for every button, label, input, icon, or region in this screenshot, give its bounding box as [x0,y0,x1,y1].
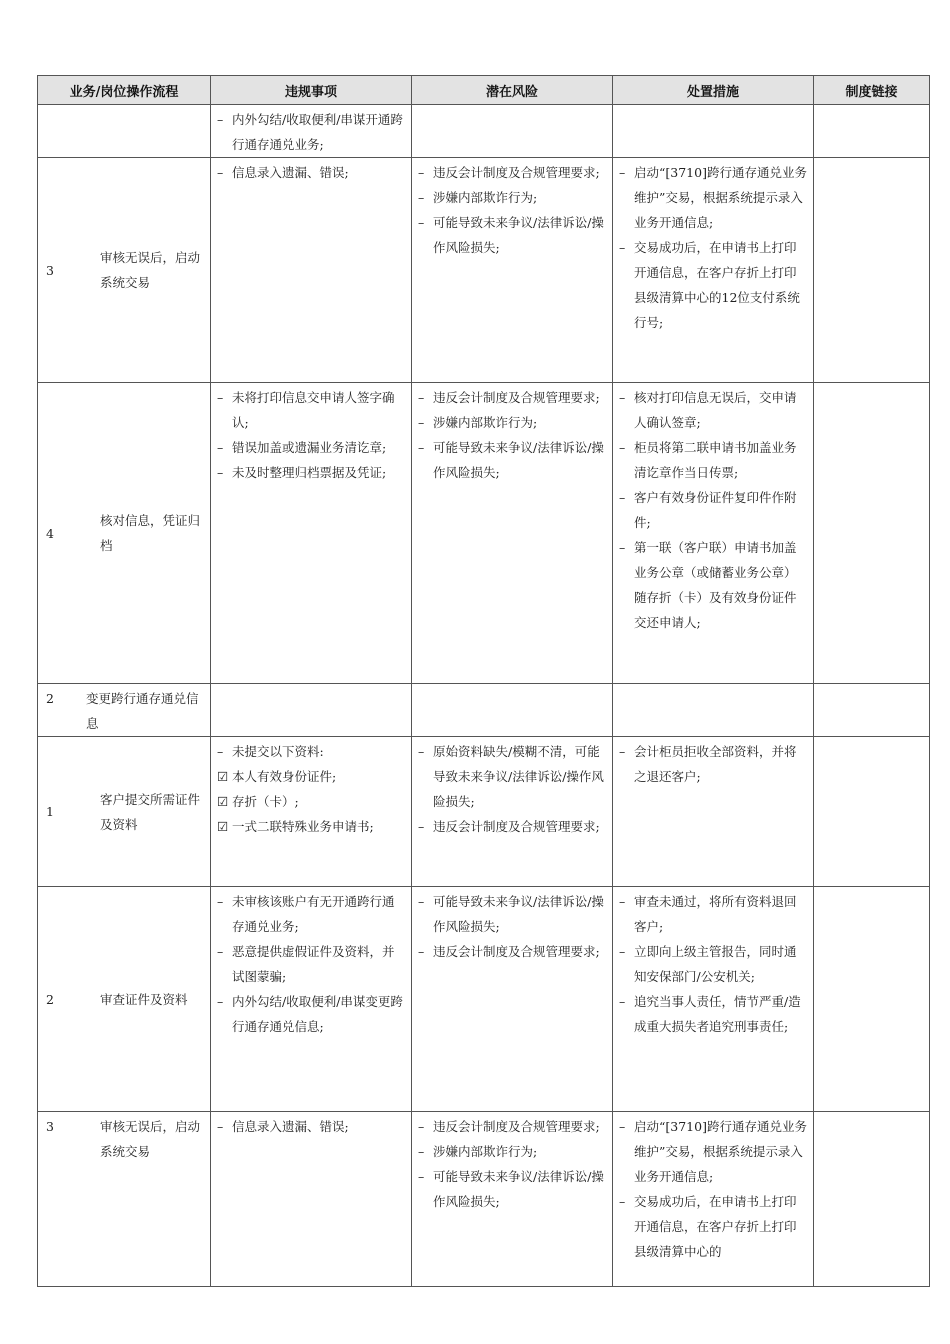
list-item [418,185,606,210]
step-number: 2 [46,691,54,706]
list-item-text: 第一联（客户联）申请书加盖业务公章（或储蓄业务公章）随存折（卡）及有效身份证件交还申请人; [634,540,797,630]
list-item-text: 追究当事人责任，情节严重/造成重大损失者追究刑事责任; [634,994,801,1034]
list-item-text: 违反会计制度及合规管理要求; [433,390,600,405]
list-item [619,739,807,789]
step-number: 4 [46,525,54,541]
list-item-text: 交易成功后，在申请书上打印开通信息，在客户存折上打印县级清算中心的12位支付系统行号; [634,240,800,330]
list-item-text: 错误加盖或遗漏业务清讫章; [232,440,387,455]
list-item [619,485,807,535]
risks-cell [412,1112,613,1287]
header-policy-link: 制度链接 [814,76,930,105]
list-item [217,989,405,1039]
policy-link-cell [814,684,930,737]
dash-bullet: – [217,465,224,480]
table-row [38,105,930,158]
actions-cell [613,684,814,737]
step-title: 客户提交所需证件及资料 [100,791,201,832]
actions-cell [613,1112,814,1287]
list-item [418,1114,606,1139]
step-title: 核对信息，凭证归档 [100,513,201,553]
list-item [217,107,405,157]
dash-bullet: – [619,240,626,255]
policy-link-cell [814,383,930,684]
risks-cell [412,684,613,737]
violations-cell [211,383,412,684]
dash-bullet: – [217,112,224,127]
list-item [217,814,405,839]
header-process: 业务/岗位操作流程 [38,76,211,105]
process-cell [38,105,211,158]
violations-cell [211,1112,412,1287]
process-cell [38,158,211,383]
policy-link-cell [814,158,930,383]
list-item [619,435,807,485]
risks-cell [412,887,613,1112]
dash-bullet: – [619,490,626,505]
risks-cell [412,383,613,684]
list-item-text: 违反会计制度及合规管理要求; [433,165,600,180]
list-item [418,160,606,185]
list-item [418,939,606,964]
dash-bullet: – [619,1119,626,1134]
list-item [619,939,807,989]
list-item [619,889,807,939]
policy-link-text [814,105,929,107]
list-item [217,739,405,764]
policy-link-cell [814,1112,930,1287]
list-item [619,535,807,635]
process-cell [38,887,211,1112]
process-risk-table [37,75,930,1287]
list-item-text: 内外勾结/收取便利/串谋开通跨行通存通兑业务; [232,112,403,152]
risks-cell [412,158,613,383]
list-item-text: 会计柜员拒收全部资料，并将之退还客户; [634,744,797,784]
list-item-text: 涉嫌内部欺诈行为; [433,190,538,205]
policy-link-text [814,737,929,739]
table-row [38,887,930,1112]
policy-link-cell [814,105,930,158]
checkbox-checked-icon: ☑ [217,819,229,834]
step-title: 审查证件及资料 [100,991,188,1007]
violations-cell [211,105,412,158]
step-number: 3 [46,1119,54,1134]
list-item-text: 本人有效身份证件; [232,769,337,784]
policy-link-cell [814,737,930,887]
policy-link-text [814,1112,929,1114]
dash-bullet: – [418,819,425,834]
process-table-sheet [37,75,929,1287]
list-item [418,410,606,435]
list-item [217,939,405,989]
list-item [418,385,606,410]
dash-bullet: – [418,440,425,455]
section-title: 变更跨行通存通兑信息 [86,691,199,731]
dash-bullet: – [418,165,425,180]
dash-bullet: – [418,894,425,909]
actions-cell [613,737,814,887]
policy-link-text [814,158,929,160]
risks-cell [412,105,613,158]
list-item-text: 原始资料缺失/模糊不清，可能导致未来争议/法律诉讼/操作风险损失; [433,744,604,809]
list-item-text: 未审核该账户有无开通跨行通存通兑业务; [232,894,395,934]
list-item [217,764,405,789]
list-item [217,1114,405,1139]
list-item-text: 可能导致未来争议/法律诉讼/操作风险损失; [433,215,604,255]
list-item-text: 启动“[3710]跨行通存通兑业务维护”交易，根据系统提示录入业务开通信息; [634,165,807,230]
dash-bullet: – [418,215,425,230]
list-item-text: 立即向上级主管报告，同时通知安保部门/公安机关; [634,944,797,984]
list-item-text: 客户有效身份证件复印件作附件; [634,490,797,530]
list-item-text: 违反会计制度及合规管理要求; [433,944,600,959]
step-title: 审核无误后，启动系统交易 [100,1119,201,1159]
list-item-text: 未及时整理归档票据及凭证; [232,465,387,480]
header-actions: 处置措施 [613,76,814,105]
dash-bullet: – [619,440,626,455]
table-row [38,737,930,887]
list-item [217,460,405,485]
list-item [418,435,606,485]
dash-bullet: – [619,1194,626,1209]
dash-bullet: – [619,744,626,759]
list-item [619,1114,807,1189]
list-item [418,814,606,839]
policy-link-cell [814,887,930,1112]
dash-bullet: – [418,944,425,959]
list-item [619,989,807,1039]
dash-bullet: – [619,894,626,909]
list-item [619,160,807,235]
policy-link-text [814,684,929,686]
list-item [619,385,807,435]
step-number: 3 [46,262,54,278]
dash-bullet: – [418,744,425,759]
section-row [38,684,930,737]
list-item [217,889,405,939]
list-item-text: 启动“[3710]跨行通存通兑业务维护”交易，根据系统提示录入业务开通信息; [634,1119,807,1184]
header-violations: 违规事项 [211,76,412,105]
list-item-text: 可能导致未来争议/法律诉讼/操作风险损失; [433,440,604,480]
dash-bullet: – [418,390,425,405]
checkbox-checked-icon: ☑ [217,794,229,809]
list-item [418,1164,606,1214]
list-item [217,789,405,814]
list-item-text: 柜员将第二联申请书加盖业务清讫章作当日传票; [634,440,797,480]
checkbox-checked-icon: ☑ [217,769,229,784]
list-item-text: 可能导致未来争议/法律诉讼/操作风险损失; [433,894,604,934]
list-item-text: 涉嫌内部欺诈行为; [433,415,538,430]
list-item [418,210,606,260]
actions-cell [613,105,814,158]
actions-cell [613,158,814,383]
list-item-text: 核对打印信息无误后，交申请人确认签章; [634,390,797,430]
dash-bullet: – [619,540,626,555]
step-title: 审核无误后，启动系统交易 [100,250,201,290]
dash-bullet: – [217,994,224,1009]
list-item-text: 内外勾结/收取便利/串谋变更跨行通存通兑信息; [232,994,403,1034]
dash-bullet: – [418,1119,425,1134]
list-item [217,385,405,435]
dash-bullet: – [418,1144,425,1159]
list-item-text: 未将打印信息交申请人签字确认; [232,390,395,430]
list-item [619,1189,807,1264]
dash-bullet: – [619,390,626,405]
list-item [619,235,807,335]
dash-bullet: – [217,744,224,759]
dash-bullet: – [619,944,626,959]
process-cell [38,1112,211,1287]
list-item-text: 信息录入遗漏、错误; [232,165,349,180]
list-item-text: 可能导致未来争议/法律诉讼/操作风险损失; [433,1169,604,1209]
dash-bullet: – [418,415,425,430]
dash-bullet: – [217,165,224,180]
table-body [38,105,930,1287]
list-item-text: 涉嫌内部欺诈行为; [433,1144,538,1159]
list-item [418,1139,606,1164]
table-row [38,158,930,383]
dash-bullet: – [217,440,224,455]
process-cell [38,737,211,887]
step-number: 1 [46,804,54,819]
list-item [418,739,606,814]
list-item-text: 未提交以下资料: [232,744,324,759]
list-item-text: 信息录入遗漏、错误; [232,1119,349,1134]
list-item-text: 违反会计制度及合规管理要求; [433,1119,600,1134]
violations-cell [211,737,412,887]
list-item [418,889,606,939]
actions-cell [613,887,814,1112]
list-item-text: 存折（卡）; [232,794,299,809]
dash-bullet: – [418,190,425,205]
policy-link-text [814,887,929,889]
dash-bullet: – [418,1169,425,1184]
dash-bullet: – [217,1119,224,1134]
violations-cell [211,684,412,737]
list-item-text: 审查未通过，将所有资料退回客户; [634,894,797,934]
dash-bullet: – [619,165,626,180]
list-item-text: 交易成功后，在申请书上打印开通信息，在客户存折上打印县级清算中心的 [634,1194,797,1259]
dash-bullet: – [217,944,224,959]
step-number: 2 [46,991,54,1007]
list-item [217,435,405,460]
dash-bullet: – [217,894,224,909]
risks-cell [412,737,613,887]
violations-cell [211,158,412,383]
table-header-row [38,76,930,105]
dash-bullet: – [619,994,626,1009]
list-item-text: 恶意提供虚假证件及资料，并试图蒙骗; [232,944,395,984]
header-risks: 潜在风险 [412,76,613,105]
policy-link-text [814,383,929,385]
list-item-text: 违反会计制度及合规管理要求; [433,819,600,834]
process-cell [38,383,211,684]
process-cell [38,684,211,737]
list-item [217,160,405,185]
actions-cell [613,383,814,684]
dash-bullet: – [217,390,224,405]
table-row [38,383,930,684]
violations-cell [211,887,412,1112]
table-row [38,1112,930,1287]
list-item-text: 一式二联特殊业务申请书; [232,819,374,834]
